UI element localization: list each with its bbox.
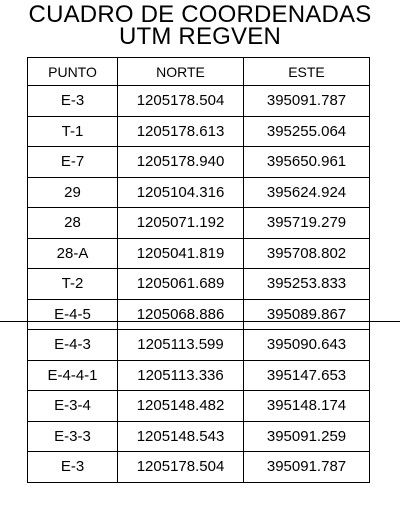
cell-norte: 1205178.504 xyxy=(118,86,244,117)
cell-norte: 1205178.613 xyxy=(118,116,244,147)
table-row xyxy=(28,177,370,208)
cell-punto: E-3 xyxy=(28,86,118,117)
cell-este: 395147.653 xyxy=(244,360,370,391)
cell-norte: 1205068.886 xyxy=(118,299,244,330)
cell-punto: T-2 xyxy=(28,269,118,300)
cell-norte: 1205113.599 xyxy=(118,330,244,361)
column-header-punto: PUNTO xyxy=(28,58,118,86)
column-header-este: ESTE xyxy=(244,58,370,86)
cell-este: 395624.924 xyxy=(244,177,370,208)
cell-punto: E-3 xyxy=(28,452,118,483)
cell-este: 395091.787 xyxy=(244,452,370,483)
cell-punto: E-4-4-1 xyxy=(28,360,118,391)
cell-norte: 1205148.482 xyxy=(118,391,244,422)
cell-este: 395708.802 xyxy=(244,238,370,269)
cell-punto: E-3-4 xyxy=(28,391,118,422)
table-subtitle: UTM REGVEN xyxy=(118,23,281,50)
cell-norte: 1205104.316 xyxy=(118,177,244,208)
cell-norte: 1205178.940 xyxy=(118,147,244,178)
table-body xyxy=(28,86,370,483)
cell-norte: 1205041.819 xyxy=(118,238,244,269)
cell-punto: E-3-3 xyxy=(28,421,118,452)
cell-punto: E-4-5 xyxy=(28,299,118,330)
table-row xyxy=(28,116,370,147)
horizontal-line xyxy=(0,321,400,322)
cell-punto: E-7 xyxy=(28,147,118,178)
column-header-norte: NORTE xyxy=(118,58,244,86)
table-row xyxy=(28,391,370,422)
cell-este: 395148.174 xyxy=(244,391,370,422)
cell-norte: 1205148.543 xyxy=(118,421,244,452)
cell-punto: T-1 xyxy=(28,116,118,147)
cell-norte: 1205113.336 xyxy=(118,360,244,391)
cell-norte: 1205178.504 xyxy=(118,452,244,483)
table-row xyxy=(28,452,370,483)
cell-este: 395253.833 xyxy=(244,269,370,300)
cell-este: 395091.787 xyxy=(244,86,370,117)
cell-este: 395650.961 xyxy=(244,147,370,178)
cell-este: 395090.643 xyxy=(244,330,370,361)
cell-norte: 1205061.689 xyxy=(118,269,244,300)
table-row xyxy=(28,330,370,361)
cell-este: 395091.259 xyxy=(244,421,370,452)
table-title: CUADRO DE COORDENADAS xyxy=(28,1,372,28)
cell-norte: 1205071.192 xyxy=(118,208,244,239)
table-row xyxy=(28,208,370,239)
cell-punto: 29 xyxy=(28,177,118,208)
table-row xyxy=(28,360,370,391)
cell-punto: 28-A xyxy=(28,238,118,269)
cell-este: 395719.279 xyxy=(244,208,370,239)
cell-punto: E-4-3 xyxy=(28,330,118,361)
table-row xyxy=(28,86,370,117)
table-row xyxy=(28,421,370,452)
table-row xyxy=(28,238,370,269)
cell-este: 395255.064 xyxy=(244,116,370,147)
table-row xyxy=(28,299,370,330)
table-row xyxy=(28,147,370,178)
header-row xyxy=(28,58,370,86)
coordinates-table xyxy=(27,57,370,483)
cell-este: 395089.867 xyxy=(244,299,370,330)
cell-punto: 28 xyxy=(28,208,118,239)
table-row xyxy=(28,269,370,300)
